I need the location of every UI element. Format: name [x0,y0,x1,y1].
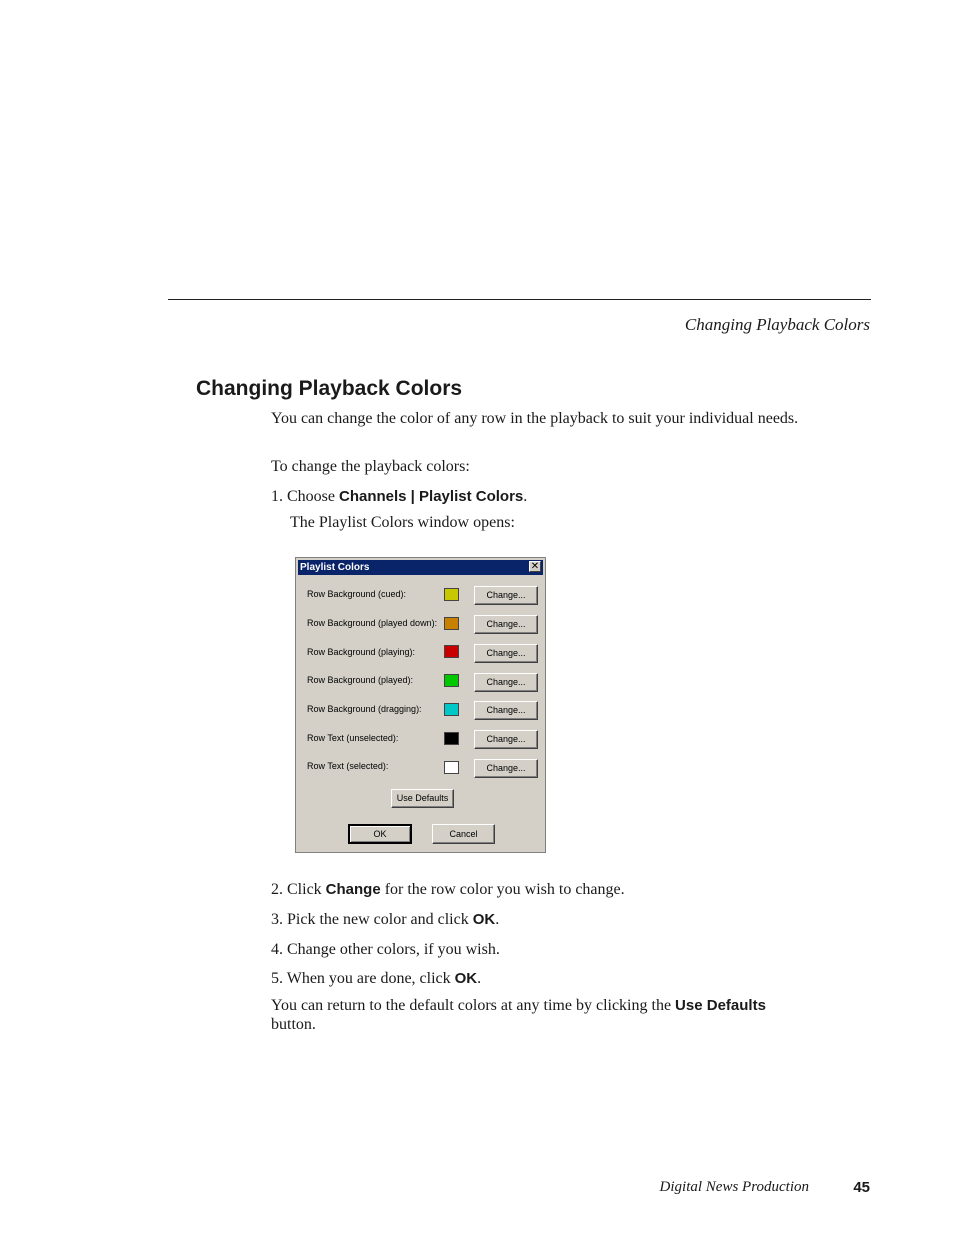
change-button-dragging[interactable]: Change... [474,701,538,720]
running-head: Changing Playback Colors [684,315,870,334]
closing-bold: Use Defaults [675,997,766,1014]
use-defaults-button[interactable]: Use Defaults [391,789,454,808]
color-swatch-cued [444,588,459,601]
color-swatch-text-unselected [444,732,459,745]
step-2-text: 2. Click [271,881,326,898]
step-4: 4. Change other colors, if you wish. [271,941,500,958]
step-5-text: 5. When you are done, click [271,970,455,987]
cancel-button[interactable]: Cancel [432,824,495,844]
change-button-text-selected[interactable]: Change... [474,759,538,778]
step-1 [271,487,527,506]
step-3-text: 3. Pick the new color and click [271,911,473,928]
change-button-text-unselected[interactable]: Change... [474,730,538,749]
change-button-cued[interactable]: Change... [474,586,538,605]
color-swatch-text-selected [444,761,459,774]
ok-button[interactable]: OK [348,824,412,844]
header-rule [168,299,871,300]
step-1-text: 1. Choose [271,488,339,505]
page-number: 45 [853,1179,870,1196]
close-icon[interactable]: ✕ [530,561,540,572]
closing-suffix: button. [271,1016,316,1033]
section-title: Changing Playback Colors [196,377,463,400]
step-1-menu-path: Channels | Playlist Colors [339,488,524,505]
color-swatch-dragging [444,703,459,716]
step-3-bold: OK [472,911,496,928]
row-label-dragging: Row Background (dragging): [307,704,422,714]
color-swatch-played [444,674,459,687]
playlist-colors-dialog [295,557,546,853]
intro-paragraph: You can change the color of any row in the playback to suit your individual needs. [271,410,799,427]
step-2 [271,880,625,899]
step-2-bold: Change [325,881,381,898]
row-label-played: Row Background (played): [307,675,414,685]
step-5 [271,969,481,988]
dialog-titlebar [298,560,543,575]
step-2-suffix: for the row color you wish to change. [380,881,625,898]
change-button-played-down[interactable]: Change... [474,615,538,634]
step-5-bold: OK [454,970,478,987]
color-swatch-played-down [444,617,459,630]
step-3 [271,910,499,929]
row-label-playing: Row Background (playing): [307,647,416,657]
step-1-note: The Playlist Colors window opens: [290,514,515,531]
row-label-text-unselected: Row Text (unselected): [307,733,399,743]
step-3-suffix: . [495,911,500,928]
footer-title: Digital News Production [659,1179,809,1195]
closing-paragraph [271,996,811,1034]
dialog-title: Playlist Colors [300,562,370,573]
row-label-text-selected: Row Text (selected): [307,761,389,771]
row-label-cued: Row Background (cued): [307,589,407,599]
row-label-played-down: Row Background (played down): [307,618,438,628]
change-button-playing[interactable]: Change... [474,644,538,663]
closing-text: You can return to the default colors at any time by clicking the [271,997,676,1014]
color-swatch-playing [444,645,459,658]
lead-paragraph: To change the playback colors: [271,458,470,475]
change-button-played[interactable]: Change... [474,673,538,692]
step-5-suffix: . [477,970,482,987]
step-1-suffix: . [523,488,528,505]
